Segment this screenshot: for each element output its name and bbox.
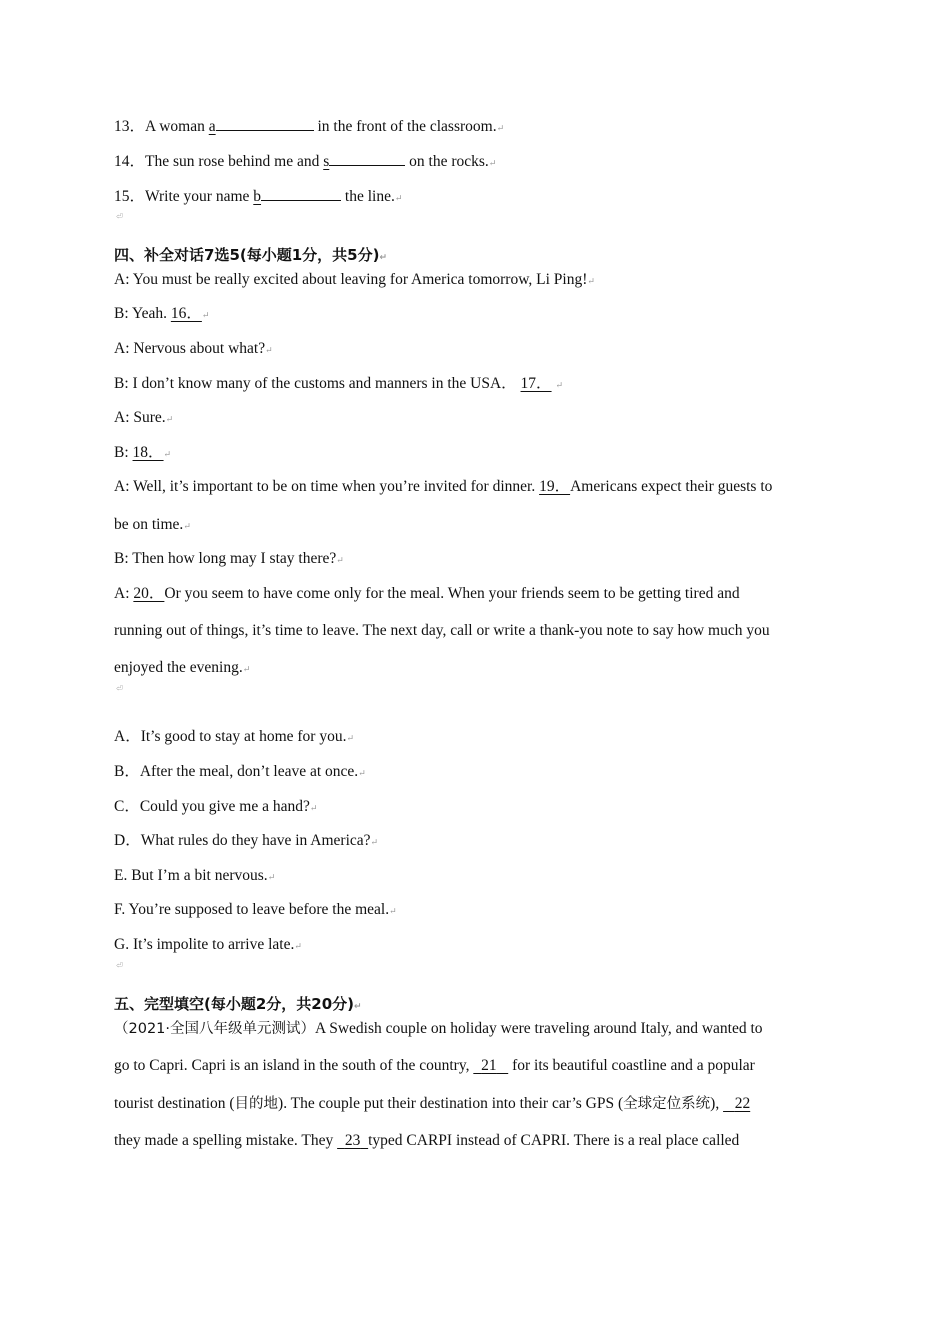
- dialogue-line: [114, 374, 563, 395]
- option-b: [114, 762, 366, 783]
- paragraph-mark: ↵: [389, 906, 397, 916]
- paragraph-mark: ⏎: [116, 961, 123, 970]
- cloze-text: typed CARPI instead of CAPRI. There is a real place called: [368, 1132, 740, 1149]
- paragraph-mark: ↵: [394, 193, 403, 203]
- dialogue-text: Americans expect their guests to: [570, 478, 773, 495]
- blank-23[interactable]: [337, 1132, 368, 1149]
- question-14: [114, 151, 496, 173]
- blank-number: 23: [344, 1132, 361, 1149]
- question-text: on the rocks.: [405, 153, 489, 170]
- section-4-title: [114, 245, 387, 268]
- dialogue-text: A: Sure.: [114, 409, 166, 426]
- paragraph-mark: ↵: [358, 768, 366, 778]
- dialogue-text: B: I don’t know many of the customs and manners in the USA．: [114, 375, 517, 392]
- dialogue-text: B: Yeah.: [114, 305, 171, 322]
- paragraph-mark: ↵: [555, 380, 563, 390]
- option-text: G. It’s impolite to arrive late.: [114, 936, 295, 953]
- option-c: [114, 797, 317, 818]
- source-tag: （2021·全国八年级单元测试）: [114, 1021, 316, 1037]
- option-f: [114, 900, 397, 921]
- blank-21[interactable]: [473, 1057, 508, 1074]
- question-text: A woman: [145, 118, 209, 135]
- dialogue-line: [114, 549, 344, 570]
- dialogue-text: running out of things, it’s time to leave. The next day, call or write a thank-you note to say how much you: [114, 622, 770, 639]
- paragraph-mark: ↵: [488, 158, 497, 168]
- question-text: The sun rose behind me and: [145, 153, 324, 170]
- dialogue-line: [114, 408, 173, 429]
- option-e: [114, 866, 275, 887]
- paragraph-mark: ↵: [265, 345, 273, 355]
- option-text: C．Could you give me a hand?: [114, 798, 310, 815]
- paragraph-mark: ↵: [336, 555, 344, 565]
- question-text: Write your name: [145, 188, 254, 205]
- hint-letter: a: [208, 118, 216, 135]
- paragraph-mark: ↵: [496, 123, 505, 133]
- option-text: F. You’re supposed to leave before the meal.: [114, 901, 390, 918]
- question-text: the line.: [341, 188, 395, 205]
- blank-number: 21: [481, 1057, 497, 1074]
- dialogue-line: [114, 270, 595, 291]
- hint-letter: s: [323, 153, 330, 170]
- dialogue-text: Or you seem to have come only for the meal. When your friends seem to be getting tired and: [164, 585, 740, 602]
- answer-blank[interactable]: [329, 151, 405, 166]
- option-g: [114, 935, 302, 956]
- paragraph-mark: ↵: [354, 1002, 362, 1012]
- blank-20[interactable]: 20．: [133, 585, 165, 602]
- paragraph-mark: ⏎: [116, 212, 123, 221]
- question-13: [114, 116, 504, 138]
- paragraph-mark: ↵: [183, 521, 191, 531]
- section-title-text: 五、完型填空(每小题2分，共20分): [114, 995, 355, 1013]
- paragraph-mark: ↵: [370, 837, 379, 847]
- paragraph-mark: ↵: [201, 310, 210, 320]
- hint-letter: b: [253, 188, 262, 205]
- question-15: [114, 186, 402, 208]
- dialogue-line: [114, 584, 740, 604]
- option-text: D．What rules do they have in America?: [114, 832, 371, 849]
- blank-19[interactable]: 19．: [539, 478, 571, 495]
- dialogue-text: A: You must be really excited about leaving for America tomorrow, Li Ping!: [114, 271, 588, 288]
- question-number: 13．: [114, 118, 146, 135]
- blank-18[interactable]: 18．: [132, 444, 164, 461]
- blank-number: 22: [734, 1095, 751, 1112]
- dialogue-text: A: Well, it’s important to be on time when you’re invited for dinner.: [114, 478, 540, 495]
- dialogue-text: B: Then how long may I stay there?: [114, 550, 337, 567]
- dialogue-line: [114, 304, 209, 325]
- option-d: [114, 831, 378, 852]
- blank-22[interactable]: [723, 1095, 750, 1112]
- option-text: A．It’s good to stay at home for you.: [114, 728, 347, 745]
- option-a: [114, 727, 354, 748]
- answer-blank[interactable]: [216, 116, 314, 131]
- dialogue-text: B:: [114, 444, 133, 461]
- dialogue-text: enjoyed the evening.: [114, 659, 243, 676]
- paragraph-mark: ↵: [294, 941, 302, 951]
- dialogue-text: A:: [114, 585, 134, 602]
- paragraph-mark: ↵: [165, 414, 174, 424]
- option-text: E. But I’m a bit nervous.: [114, 867, 268, 884]
- cloze-line: [114, 1094, 750, 1114]
- cloze-text: go to Capri. Capri is an island in the south of the country,: [114, 1057, 474, 1074]
- dialogue-line: [114, 443, 171, 464]
- blank-17[interactable]: 17．: [520, 375, 552, 392]
- paragraph-mark: ↵: [587, 276, 595, 286]
- dialogue-line: [114, 515, 191, 536]
- blank-16[interactable]: 16．: [170, 305, 202, 322]
- cloze-text: tourist destination (: [114, 1095, 235, 1112]
- dialogue-line: [114, 658, 250, 679]
- paragraph-mark: ↵: [346, 733, 355, 743]
- cloze-line: [114, 1056, 755, 1076]
- paragraph-mark: ↵: [267, 872, 276, 882]
- cloze-text: A Swedish couple on holiday were traveling around Italy, and wanted to: [315, 1020, 763, 1037]
- dialogue-text: A: Nervous about what?: [114, 340, 266, 357]
- question-number: 14．: [114, 153, 146, 170]
- cloze-line: [114, 1019, 763, 1039]
- question-number: 15．: [114, 188, 146, 205]
- cloze-text: ),: [710, 1095, 724, 1112]
- cloze-text: for its beautiful coastline and a popular: [508, 1057, 755, 1074]
- cloze-line: [114, 1131, 739, 1151]
- option-text: B．After the meal, don’t leave at once.: [114, 763, 359, 780]
- section-5-title: [114, 994, 362, 1017]
- answer-blank[interactable]: [261, 186, 341, 201]
- paragraph-mark: ↵: [242, 664, 251, 674]
- paragraph-mark: ↵: [163, 449, 172, 459]
- cloze-text: they made a spelling mistake. They: [114, 1132, 338, 1149]
- cloze-text: ). The couple put their destination into their car’s GPS (: [278, 1095, 624, 1112]
- cloze-gloss: 目的地: [234, 1096, 279, 1112]
- question-text: in the front of the classroom.: [313, 118, 497, 135]
- dialogue-text: be on time.: [114, 516, 184, 533]
- section-title-text: 四、补全对话7选5(每小题1分，共5分): [114, 246, 380, 264]
- paragraph-mark: ↵: [379, 253, 388, 263]
- paragraph-mark: ↵: [309, 803, 318, 813]
- dialogue-line: [114, 477, 772, 497]
- dialogue-line: [114, 339, 273, 360]
- dialogue-line: [114, 621, 770, 641]
- paragraph-mark: ⏎: [116, 684, 123, 693]
- cloze-gloss: 全球定位系统: [623, 1096, 711, 1112]
